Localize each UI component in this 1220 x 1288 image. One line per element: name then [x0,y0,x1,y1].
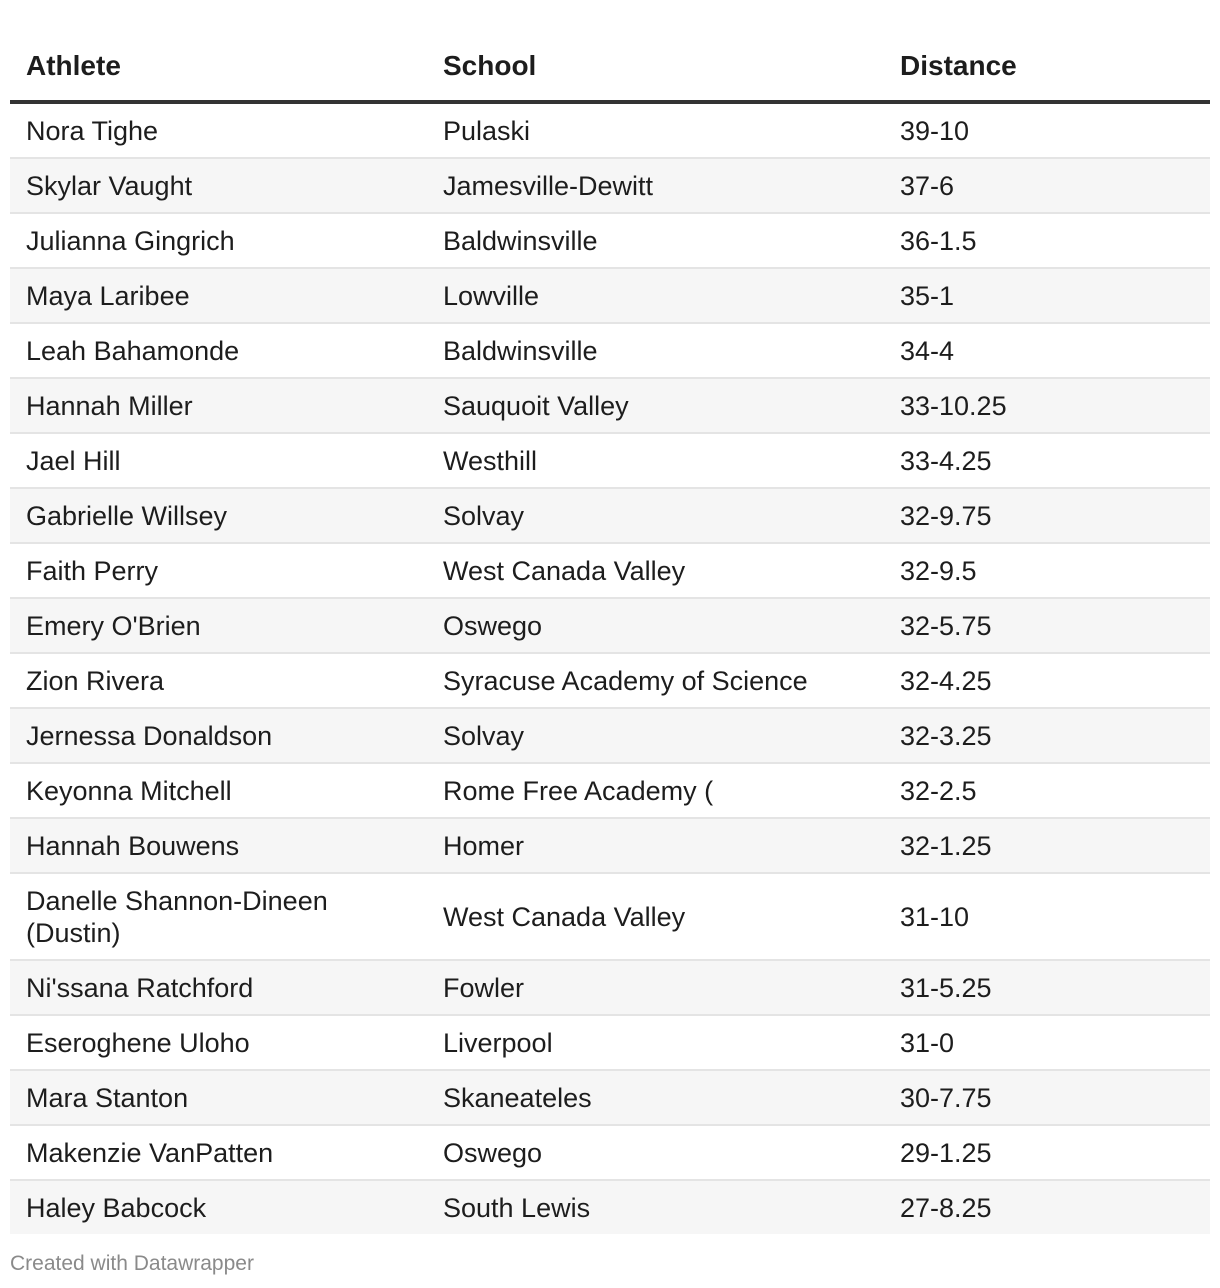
distance-cell: 32-5.75 [884,598,1210,653]
school-cell: Westhill [427,433,884,488]
table-row [10,1180,1210,1234]
distance-cell: 31-0 [884,1015,1210,1070]
distance-cell: 32-4.25 [884,653,1210,708]
distance-cell: 32-3.25 [884,708,1210,763]
athlete-cell: Makenzie VanPatten [10,1125,427,1180]
table-row [10,433,1210,488]
table-row [10,1015,1210,1070]
athlete-cell: Maya Laribee [10,268,427,323]
distance-cell: 27-8.25 [884,1180,1210,1234]
distance-cell: 36-1.5 [884,213,1210,268]
athlete-cell: Zion Rivera [10,653,427,708]
athlete-cell: Emery O'Brien [10,598,427,653]
results-table [10,24,1210,1234]
athlete-cell: Jael Hill [10,433,427,488]
athlete-cell: Julianna Gingrich [10,213,427,268]
table-row [10,323,1210,378]
athlete-cell: Jernessa Donaldson [10,708,427,763]
table-row [10,763,1210,818]
distance-cell: 35-1 [884,268,1210,323]
school-cell: South Lewis [427,1180,884,1234]
table-row [10,1125,1210,1180]
school-cell: Lowville [427,268,884,323]
school-cell: West Canada Valley [427,873,884,960]
distance-cell: 29-1.25 [884,1125,1210,1180]
results-table-container [10,24,1210,1234]
table-row [10,213,1210,268]
athlete-cell: Mara Stanton [10,1070,427,1125]
school-cell: Pulaski [427,102,884,158]
table-row [10,378,1210,433]
school-cell: Skaneateles [427,1070,884,1125]
datawrapper-credit: Created with Datawrapper [10,1252,254,1275]
school-cell: Fowler [427,960,884,1015]
school-cell: Sauquoit Valley [427,378,884,433]
table-header [10,24,1210,102]
athlete-cell: Eseroghene Uloho [10,1015,427,1070]
table-row [10,158,1210,213]
table-row [10,102,1210,158]
athlete-cell: Skylar Vaught [10,158,427,213]
distance-cell: 31-5.25 [884,960,1210,1015]
table-body [10,102,1210,1234]
athlete-cell: Leah Bahamonde [10,323,427,378]
table-row [10,488,1210,543]
distance-cell: 32-9.75 [884,488,1210,543]
table-row [10,960,1210,1015]
table-row [10,818,1210,873]
header-row [10,24,1210,102]
athlete-cell: Danelle Shannon-Dineen (Dustin) [10,873,427,960]
distance-cell: 34-4 [884,323,1210,378]
athlete-cell: Ni'ssana Ratchford [10,960,427,1015]
distance-cell: 30-7.75 [884,1070,1210,1125]
school-cell: Baldwinsville [427,323,884,378]
athlete-cell: Hannah Bouwens [10,818,427,873]
table-row [10,268,1210,323]
athlete-cell: Hannah Miller [10,378,427,433]
table-row [10,708,1210,763]
column-header-school[interactable]: School [427,24,884,102]
column-header-athlete[interactable]: Athlete [10,24,427,102]
table-row [10,873,1210,960]
distance-cell: 32-1.25 [884,818,1210,873]
table-row [10,1070,1210,1125]
table-row [10,653,1210,708]
school-cell: West Canada Valley [427,543,884,598]
column-header-distance[interactable]: Distance [884,24,1210,102]
athlete-cell: Nora Tighe [10,102,427,158]
school-cell: Liverpool [427,1015,884,1070]
distance-cell: 32-2.5 [884,763,1210,818]
athlete-cell: Haley Babcock [10,1180,427,1234]
school-cell: Oswego [427,1125,884,1180]
school-cell: Homer [427,818,884,873]
table-row [10,543,1210,598]
school-cell: Solvay [427,488,884,543]
athlete-cell: Gabrielle Willsey [10,488,427,543]
school-cell: Rome Free Academy ( [427,763,884,818]
athlete-cell: Keyonna Mitchell [10,763,427,818]
school-cell: Baldwinsville [427,213,884,268]
school-cell: Solvay [427,708,884,763]
distance-cell: 31-10 [884,873,1210,960]
school-cell: Syracuse Academy of Science [427,653,884,708]
distance-cell: 37-6 [884,158,1210,213]
school-cell: Jamesville-Dewitt [427,158,884,213]
table-row [10,598,1210,653]
school-cell: Oswego [427,598,884,653]
distance-cell: 33-10.25 [884,378,1210,433]
distance-cell: 33-4.25 [884,433,1210,488]
distance-cell: 39-10 [884,102,1210,158]
athlete-cell: Faith Perry [10,543,427,598]
distance-cell: 32-9.5 [884,543,1210,598]
